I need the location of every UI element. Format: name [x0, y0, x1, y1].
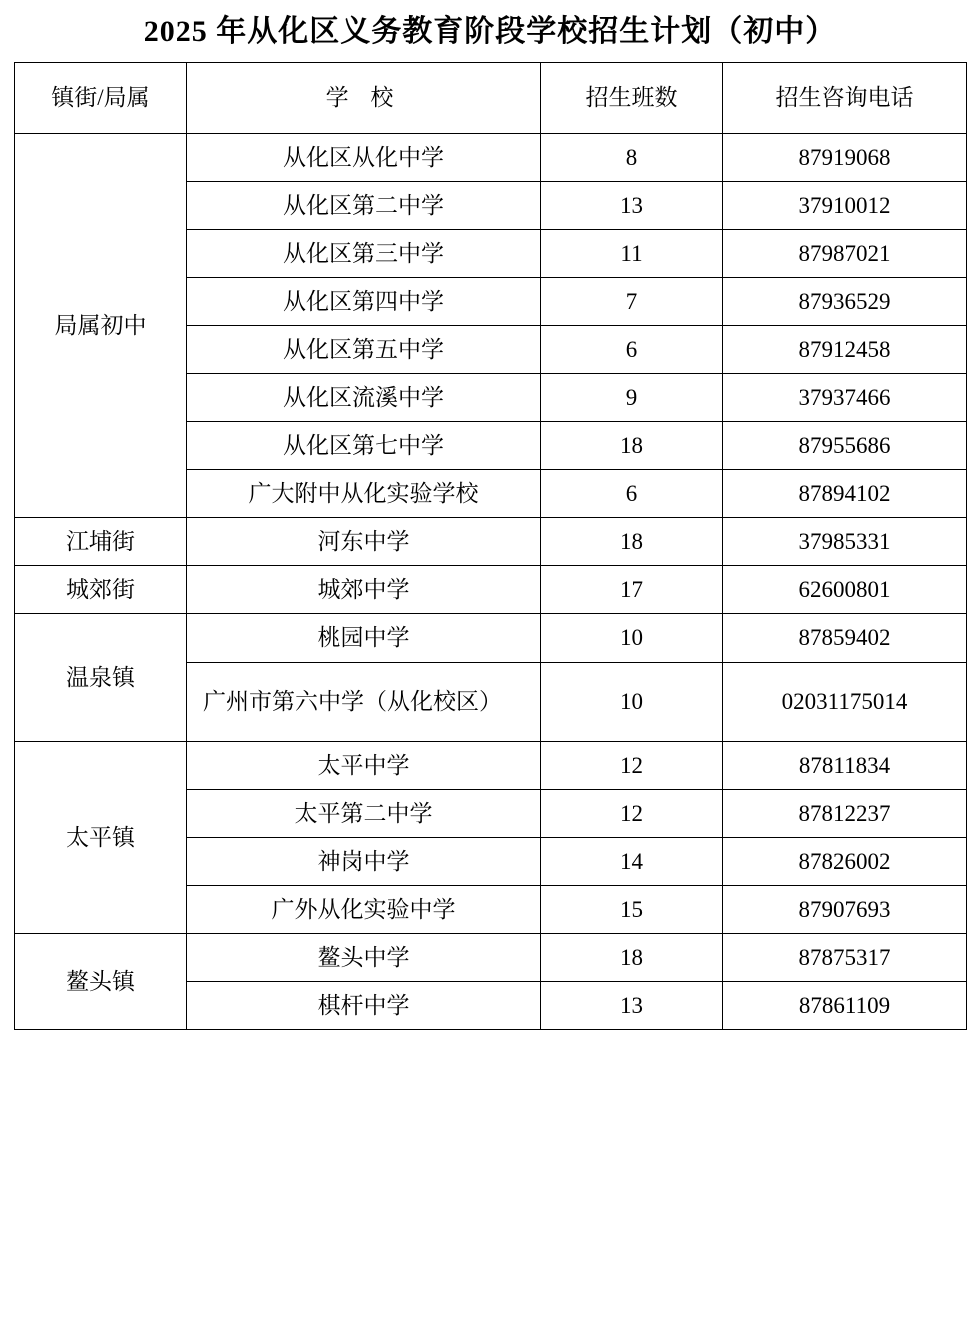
- page-title: 2025 年从化区义务教育阶段学校招生计划（初中）: [143, 15, 837, 48]
- phone-cell: 87861109: [723, 981, 967, 1029]
- school-name-cell: 从化区第二中学: [187, 182, 541, 230]
- phone-cell: 87912458: [723, 326, 967, 374]
- school-name-cell: 城郊中学: [187, 566, 541, 614]
- area-cell: 城郊街: [15, 566, 187, 614]
- area-cell: 太平镇: [15, 741, 187, 933]
- phone-cell: 37985331: [723, 518, 967, 566]
- phone-cell: 87812237: [723, 789, 967, 837]
- class-count-cell: 7: [541, 278, 723, 326]
- phone-cell: 02031175014: [723, 662, 967, 741]
- phone-cell: 87987021: [723, 230, 967, 278]
- phone-cell: 87936529: [723, 278, 967, 326]
- class-count-cell: 18: [541, 422, 723, 470]
- area-cell: 温泉镇: [15, 614, 187, 741]
- enrollment-plan-table: [14, 62, 967, 1030]
- phone-cell: 37910012: [723, 182, 967, 230]
- phone-cell: 87826002: [723, 837, 967, 885]
- class-count-cell: 14: [541, 837, 723, 885]
- phone-cell: 87894102: [723, 470, 967, 518]
- class-count-cell: 10: [541, 614, 723, 662]
- phone-cell: 87875317: [723, 933, 967, 981]
- class-count-cell: 15: [541, 885, 723, 933]
- school-name-cell: 桃园中学: [187, 614, 541, 662]
- school-name-cell: 河东中学: [187, 518, 541, 566]
- school-name-cell: 从化区第七中学: [187, 422, 541, 470]
- phone-cell: 87859402: [723, 614, 967, 662]
- table-row: [15, 614, 967, 662]
- phone-cell: 87919068: [723, 134, 967, 182]
- class-count-cell: 9: [541, 374, 723, 422]
- table-row: [15, 134, 967, 182]
- class-count-cell: 18: [541, 933, 723, 981]
- school-name-cell: 广外从化实验中学: [187, 885, 541, 933]
- phone-cell: 87907693: [723, 885, 967, 933]
- header-school: 学 校: [187, 63, 541, 134]
- school-name-cell: 从化区第三中学: [187, 230, 541, 278]
- school-name-cell: 从化区第五中学: [187, 326, 541, 374]
- class-count-cell: 6: [541, 470, 723, 518]
- class-count-cell: 8: [541, 134, 723, 182]
- phone-cell: 87811834: [723, 741, 967, 789]
- area-cell: 鳌头镇: [15, 933, 187, 1029]
- area-cell: 江埔街: [15, 518, 187, 566]
- class-count-cell: 6: [541, 326, 723, 374]
- school-name-cell: 从化区流溪中学: [187, 374, 541, 422]
- school-name-cell: 太平第二中学: [187, 789, 541, 837]
- table-header-row: [15, 63, 967, 134]
- school-name-cell: 广大附中从化实验学校: [187, 470, 541, 518]
- school-name-cell: 太平中学: [187, 741, 541, 789]
- class-count-cell: 13: [541, 182, 723, 230]
- table-row: [15, 933, 967, 981]
- table-row: [15, 518, 967, 566]
- header-classes: 招生班数: [541, 63, 723, 134]
- table-row: [15, 566, 967, 614]
- class-count-cell: 18: [541, 518, 723, 566]
- school-name-cell: 棋杆中学: [187, 981, 541, 1029]
- table-row: [15, 741, 967, 789]
- class-count-cell: 12: [541, 789, 723, 837]
- class-count-cell: 12: [541, 741, 723, 789]
- school-name-cell: 神岗中学: [187, 837, 541, 885]
- class-count-cell: 10: [541, 662, 723, 741]
- phone-cell: 37937466: [723, 374, 967, 422]
- header-phone: 招生咨询电话: [723, 63, 967, 134]
- school-name-cell: 从化区第四中学: [187, 278, 541, 326]
- school-name-cell: 鳌头中学: [187, 933, 541, 981]
- header-area: 镇街/局属: [15, 63, 187, 134]
- class-count-cell: 17: [541, 566, 723, 614]
- class-count-cell: 11: [541, 230, 723, 278]
- school-name-cell: 广州市第六中学（从化校区）: [187, 662, 541, 741]
- area-cell: 局属初中: [15, 134, 187, 518]
- phone-cell: 87955686: [723, 422, 967, 470]
- table-body: [15, 134, 967, 1030]
- class-count-cell: 13: [541, 981, 723, 1029]
- phone-cell: 62600801: [723, 566, 967, 614]
- school-name-cell: 从化区从化中学: [187, 134, 541, 182]
